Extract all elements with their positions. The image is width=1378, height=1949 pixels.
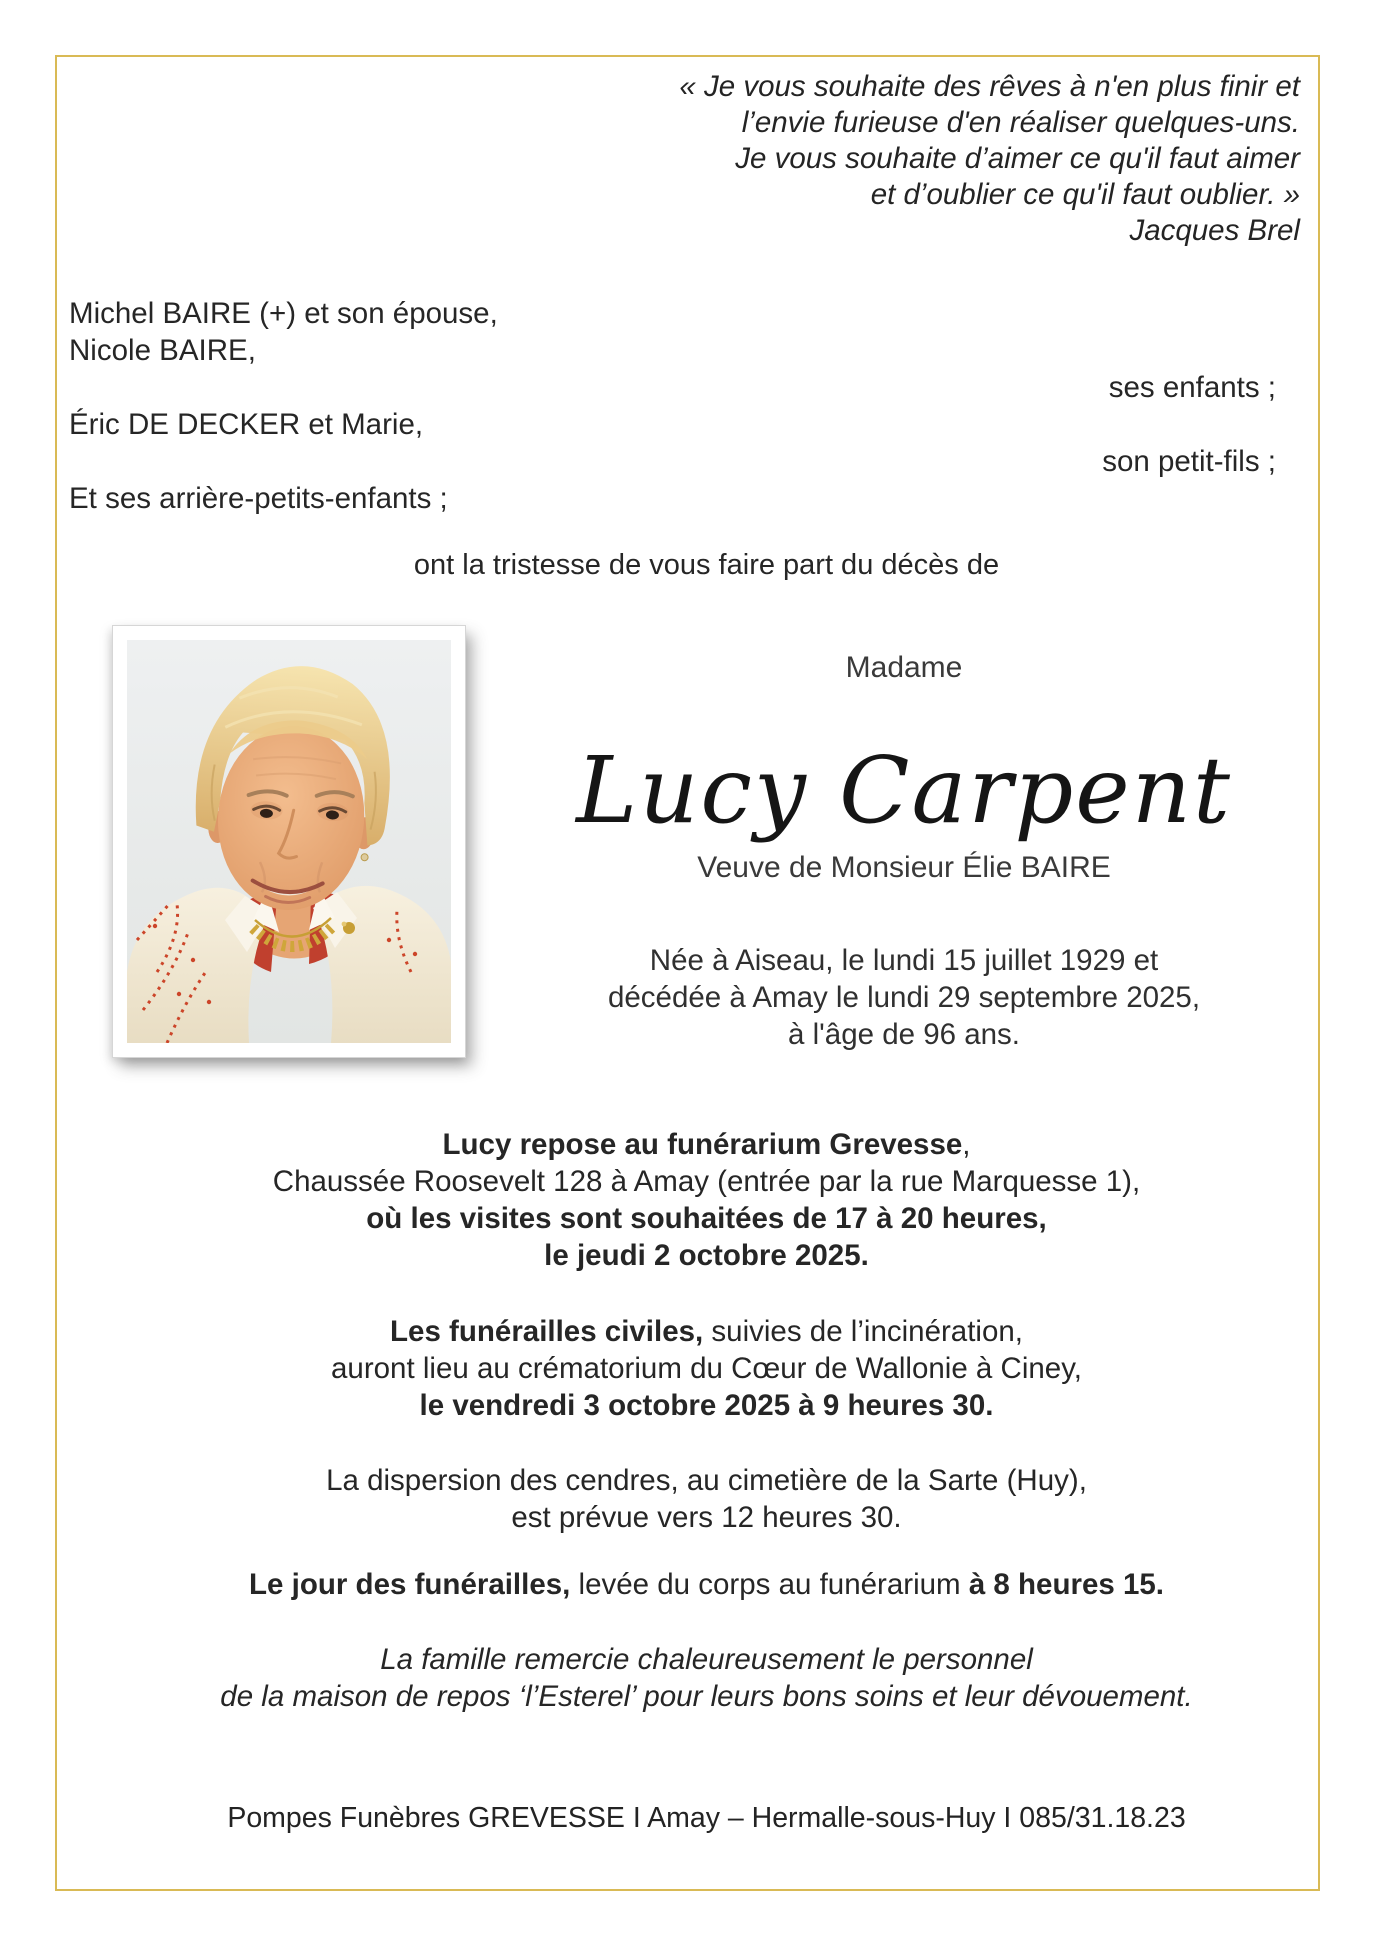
family-announcers (57, 295, 1318, 517)
deceased-name: Lucy Carpent (576, 737, 1232, 844)
detail-line: où les visites sont souhaitées de 17 à 20 heures, (366, 1202, 1047, 1235)
detail-line: le vendredi 3 octobre 2025 à 9 heures 30. (419, 1389, 994, 1422)
detail-line: La dispersion des cendres, au cimetière de la Sarte (Huy), (326, 1464, 1087, 1497)
quote-line: l’envie furieuse d'en réaliser quelques-uns. (741, 106, 1300, 139)
detail-line: auront lieu au crématorium du Cœur de Wallonie à Ciney, (331, 1352, 1082, 1385)
thanks-section (95, 1641, 1318, 1715)
family-line: Éric DE DECKER et Marie, (69, 408, 424, 441)
gold-border-frame (55, 55, 1320, 1891)
birth-line: Née à Aiseau, le lundi 15 juillet 1929 et (649, 944, 1159, 977)
detail-line: La famille remercie chaleureusement le personnel (380, 1643, 1033, 1676)
levee-section (95, 1566, 1318, 1603)
quote-line: « Je vous souhaite des rêves à n'en plus finir et (679, 70, 1300, 103)
detail-line: Les funérailles civiles, suivies de l’incinération, (390, 1315, 1023, 1348)
detail-line: est prévue vers 12 heures 30. (511, 1501, 902, 1534)
deceased-identity (465, 626, 1318, 1057)
detail-line: Lucy repose au funérarium Grevesse, (442, 1128, 971, 1161)
family-line: Michel BAIRE (+) et son épouse, (69, 297, 498, 330)
portrait-photo (113, 626, 465, 1057)
photo-and-name-row (57, 626, 1318, 1057)
announcement-line: ont la tristesse de vous faire part du décès de (413, 549, 1000, 581)
death-line: décédée à Amay le lundi 29 septembre 2025, (607, 981, 1201, 1014)
detail-line: le jeudi 2 octobre 2025. (544, 1239, 869, 1272)
funeral-details (57, 1126, 1318, 1715)
detail-line: Le jour des funérailles, levée du corps au funérarium à 8 heures 15. (249, 1568, 1164, 1601)
relation-line: son petit-fils ; (1102, 445, 1276, 478)
portrait-illustration (127, 640, 451, 1043)
family-line: Nicole BAIRE, (69, 334, 256, 367)
quote-attribution: Jacques Brel (1129, 214, 1300, 247)
honorific: Madame (845, 651, 963, 684)
epigraph-quote (57, 69, 1318, 249)
funeral-home-footer: Pompes Funèbres GREVESSE I Amay – Hermalle-sous-Huy I 085/31.18.23 (227, 1802, 1186, 1834)
widow-line: Veuve de Monsieur Élie BAIRE (697, 851, 1111, 884)
life-dates (490, 942, 1318, 1053)
funeral-section (95, 1313, 1318, 1424)
relation-line: ses enfants ; (1108, 371, 1276, 404)
detail-line: Chaussée Roosevelt 128 à Amay (entrée par la rue Marquesse 1), (272, 1165, 1141, 1198)
quote-line: Je vous souhaite d’aimer ce qu'il faut aimer (735, 142, 1300, 175)
earring (361, 854, 368, 861)
visitation-section (95, 1126, 1318, 1274)
ashes-section (95, 1462, 1318, 1536)
detail-line: de la maison de repos ‘l’Esterel’ pour leurs bons soins et leur dévouement. (220, 1680, 1193, 1713)
family-line: Et ses arrière-petits-enfants ; (69, 482, 448, 515)
quote-line: et d’oublier ce qu'il faut oublier. » (870, 178, 1300, 211)
age-line: à l'âge de 96 ans. (788, 1018, 1020, 1051)
